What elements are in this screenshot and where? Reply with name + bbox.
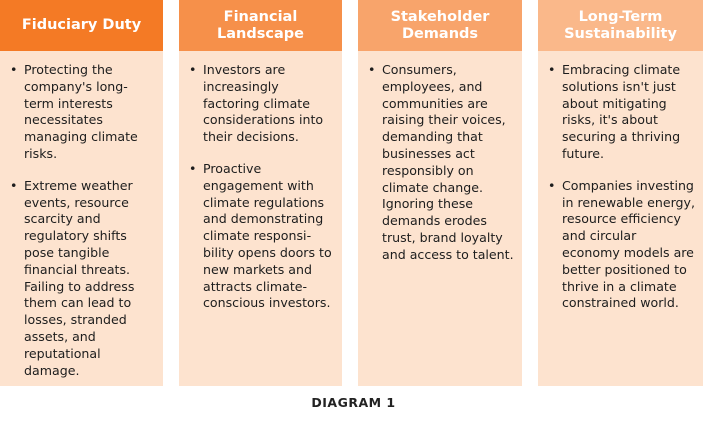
- column-stakeholder-demands: [358, 0, 522, 386]
- bullet-list: [358, 51, 522, 264]
- bullet-icon: •: [189, 62, 197, 77]
- column-long-term-sustainability: [538, 0, 703, 386]
- bullet-list: [0, 51, 163, 379]
- bullet-item: [10, 178, 157, 380]
- bullet-icon: •: [548, 62, 556, 77]
- bullet-text: Companies investing in renewable energy, resource efficiency and circular economy models are better positioned to thrive in a climate constrained world.: [562, 177, 696, 311]
- bullet-text: Proactive engagement with climate regulations and demonstrating climate responsibility opens doors to new markets and attracts climate-conscious investors.: [203, 160, 332, 311]
- bullet-text: Embracing climate solutions isn't just about mitigating risks, it's about securing a thriving future.: [562, 62, 681, 161]
- column-fiduciary-duty: [0, 0, 163, 386]
- bullet-text: Extreme weather events, resource scarcity and regulatory shifts pose tangible financial threats. Failing to address them can lead to losses, stranded assets, and reputational damage.: [24, 177, 135, 378]
- bullet-item: [548, 178, 697, 312]
- bullet-text: Consumers, employees, and communities are raising their voices, demanding that businesses act responsibly on climate change. Ignoring these demands erodes trust, brand loyalty and access to talent.: [382, 62, 514, 262]
- bullet-item: [548, 62, 697, 163]
- bullet-text: Protecting the company's long-term interests necessitates managing climate risks.: [24, 62, 138, 161]
- bullet-text: Investors are increasingly factoring climate considerations into their decisions.: [203, 62, 324, 145]
- bullet-icon: •: [548, 177, 556, 193]
- bullet-item: [189, 161, 336, 312]
- bullet-item: [10, 62, 157, 163]
- column-header: Fiduciary Duty: [0, 0, 163, 51]
- column-header: Financial Landscape: [179, 0, 342, 51]
- bullet-item: [189, 62, 336, 146]
- bullet-item: [368, 62, 516, 264]
- bullet-icon: •: [189, 160, 197, 176]
- bullet-list: [538, 51, 703, 312]
- column-financial-landscape: [179, 0, 342, 386]
- diagram-caption: DIAGRAM 1: [311, 395, 396, 410]
- column-header: Long-Term Sustainability: [538, 0, 703, 51]
- column-header: Stakeholder Demands: [358, 0, 522, 51]
- bullet-list: [179, 51, 342, 312]
- bullet-icon: •: [368, 62, 376, 77]
- bullet-icon: •: [10, 62, 18, 77]
- bullet-icon: •: [10, 177, 18, 193]
